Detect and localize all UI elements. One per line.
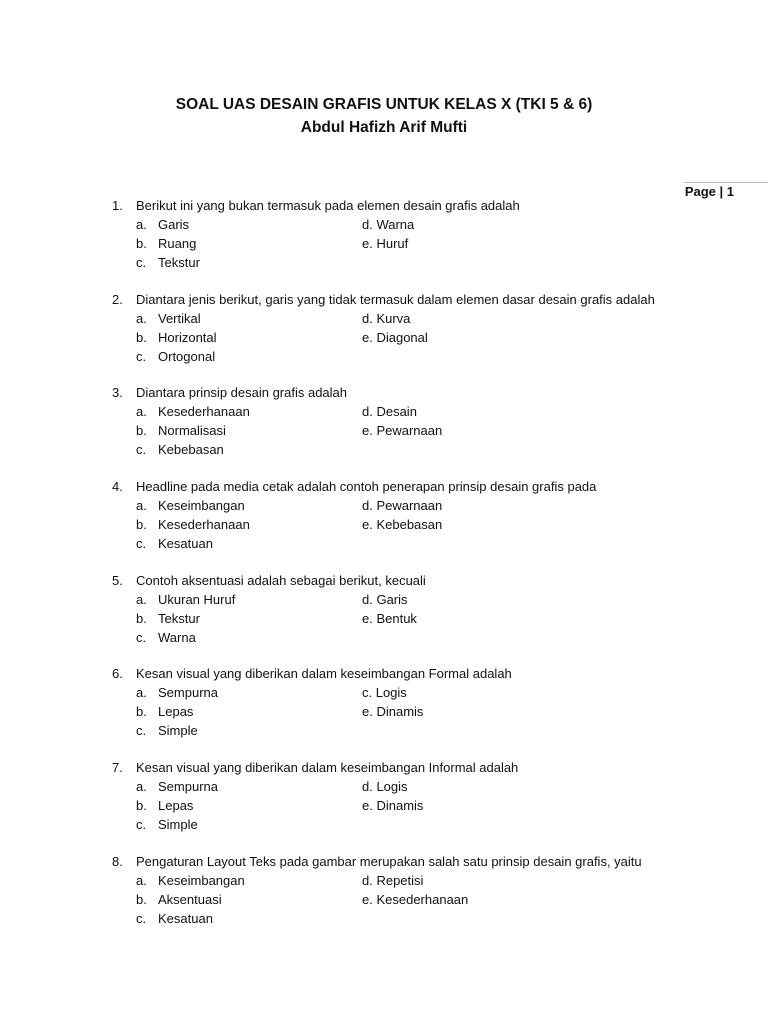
question-item	[112, 664, 752, 740]
question-item	[112, 290, 752, 366]
answer-option	[136, 328, 362, 347]
option-text: Keseimbangan	[158, 872, 245, 888]
empty-option-cell	[362, 347, 582, 366]
option-text: Lepas	[158, 704, 194, 720]
answer-options	[112, 402, 752, 459]
option-text: Ortogonal	[158, 348, 216, 364]
question-item	[112, 571, 752, 647]
option-text: Kesederhanaan	[158, 517, 250, 533]
empty-option-cell	[362, 909, 582, 928]
empty-option-cell	[362, 815, 582, 834]
answer-option: e. Bentuk	[362, 610, 417, 626]
question-item	[112, 852, 752, 928]
question-text: Diantara prinsip desain grafis adalah	[136, 385, 348, 401]
answer-option: e. Dinamis	[362, 704, 424, 720]
answer-option	[136, 702, 362, 721]
option-letter: c.	[136, 817, 147, 833]
option-letter: a.	[136, 310, 147, 326]
option-text: Kebebasan	[158, 442, 224, 458]
question-text: Diantara jenis berikut, garis yang tidak termasuk dalam elemen dasar desain grafis adalah	[136, 291, 655, 307]
option-text: Garis	[158, 217, 190, 232]
option-text: Vertikal	[158, 310, 201, 326]
empty-option-cell	[362, 440, 582, 459]
answer-options	[112, 496, 752, 553]
answer-option	[136, 777, 362, 796]
answer-option	[136, 421, 362, 440]
option-letter: a.	[136, 591, 147, 607]
answer-option	[136, 871, 362, 890]
empty-option-cell	[362, 534, 582, 553]
answer-option: d. Warna	[362, 217, 415, 232]
answer-option: e. Pewarnaan	[362, 423, 443, 439]
option-text: Warna	[158, 629, 196, 645]
question-text: Contoh aksentuasi adalah sebagai berikut, kecuali	[136, 572, 426, 588]
answer-option	[136, 628, 362, 647]
answer-option: d. Kurva	[362, 310, 411, 326]
question-number: 3.	[112, 385, 123, 401]
option-letter: a.	[136, 779, 147, 795]
option-text: Aksentuasi	[158, 891, 222, 907]
question-item	[112, 758, 752, 834]
page-number-label: Page | 1	[684, 184, 734, 199]
document-title: SOAL UAS DESAIN GRAFIS UNTUK KELAS X (TKI 5 & 6)	[175, 96, 593, 113]
option-text: Simple	[158, 723, 198, 739]
option-text: Horizontal	[158, 329, 217, 345]
option-text: Tekstur	[158, 610, 200, 626]
question-text: Kesan visual yang diberikan dalam keseimbangan Formal adalah	[136, 666, 512, 682]
question-stem	[112, 290, 752, 309]
answer-options	[112, 871, 752, 928]
answer-option	[136, 253, 362, 272]
empty-option-cell	[362, 721, 582, 740]
answer-option: e. Diagonal	[362, 329, 428, 345]
option-letter: b.	[136, 329, 147, 345]
question-number: 4.	[112, 479, 123, 495]
answer-option	[136, 440, 362, 459]
option-letter: c.	[136, 255, 147, 270]
question-number: 6.	[112, 666, 123, 682]
option-text: Lepas	[158, 798, 194, 814]
empty-option-cell	[362, 253, 582, 272]
answer-option	[136, 496, 362, 515]
question-stem	[112, 758, 752, 777]
option-text: Sempurna	[158, 779, 218, 795]
option-letter: a.	[136, 498, 147, 514]
question-text: Berikut ini yang bukan termasuk pada elemen desain grafis adalah	[136, 198, 520, 213]
answer-options	[112, 777, 752, 834]
question-item	[112, 196, 752, 272]
question-stem	[112, 196, 752, 215]
answer-option: d. Logis	[362, 779, 408, 795]
question-number: 1.	[112, 198, 123, 213]
option-letter: a.	[136, 872, 147, 888]
option-text: Simple	[158, 817, 198, 833]
option-text: Kesatuan	[158, 536, 213, 552]
author-name: Abdul Hafizh Arif Mufti	[300, 119, 468, 136]
option-letter: c.	[136, 442, 147, 458]
question-stem	[112, 664, 752, 683]
option-text: Kesederhanaan	[158, 404, 250, 420]
answer-options	[112, 683, 752, 740]
answer-option	[136, 402, 362, 421]
option-letter: a.	[136, 685, 147, 701]
answer-option	[136, 890, 362, 909]
answer-options	[112, 215, 752, 272]
document-header	[0, 93, 768, 139]
option-letter: c.	[136, 910, 147, 926]
answer-option	[136, 609, 362, 628]
question-number: 5.	[112, 572, 123, 588]
question-item	[112, 477, 752, 553]
question-number: 8.	[112, 853, 123, 869]
answer-option: e. Dinamis	[362, 798, 424, 814]
answer-option	[136, 683, 362, 702]
question-stem	[112, 571, 752, 590]
option-text: Tekstur	[158, 255, 200, 270]
answer-options	[112, 590, 752, 647]
option-letter: b.	[136, 610, 147, 626]
option-text: Normalisasi	[158, 423, 226, 439]
option-text: Kesatuan	[158, 910, 213, 926]
option-letter: b.	[136, 798, 147, 814]
answer-option: e. Huruf	[362, 236, 409, 251]
option-letter: a.	[136, 404, 147, 420]
answer-option	[136, 215, 362, 234]
question-text: Headline pada media cetak adalah contoh penerapan prinsip desain grafis pada	[136, 479, 597, 495]
answer-option: e. Kebebasan	[362, 517, 443, 533]
answer-option	[136, 721, 362, 740]
answer-option	[136, 347, 362, 366]
option-text: Ruang	[158, 236, 197, 251]
option-letter: c.	[136, 348, 147, 364]
page-number-rule	[684, 182, 768, 183]
option-letter: b.	[136, 704, 147, 720]
question-text: Kesan visual yang diberikan dalam keseimbangan Informal adalah	[136, 760, 519, 776]
empty-option-cell	[362, 628, 582, 647]
answer-option: d. Repetisi	[362, 872, 424, 888]
question-text: Pengaturan Layout Teks pada gambar merupakan salah satu prinsip desain grafis, yaitu	[136, 853, 642, 869]
answer-option	[136, 309, 362, 328]
answer-option: c. Logis	[362, 685, 407, 701]
option-letter: a.	[136, 217, 147, 232]
option-letter: b.	[136, 517, 147, 533]
answer-option: d. Desain	[362, 404, 417, 420]
option-letter: b.	[136, 423, 147, 439]
answer-option	[136, 534, 362, 553]
question-list	[112, 196, 752, 946]
answer-option: e. Kesederhanaan	[362, 891, 469, 907]
question-stem	[112, 852, 752, 871]
option-text: Ukuran Huruf	[158, 591, 236, 607]
option-letter: c.	[136, 723, 147, 739]
question-number: 2.	[112, 291, 123, 307]
answer-option	[136, 796, 362, 815]
answer-option: d. Garis	[362, 591, 408, 607]
option-letter: c.	[136, 629, 147, 645]
answer-options	[112, 309, 752, 366]
option-letter: b.	[136, 891, 147, 907]
question-stem	[112, 383, 752, 402]
option-letter: c.	[136, 536, 147, 552]
answer-option: d. Pewarnaan	[362, 498, 443, 514]
answer-option	[136, 909, 362, 928]
answer-option	[136, 590, 362, 609]
question-stem	[112, 477, 752, 496]
answer-option	[136, 515, 362, 534]
option-letter: b.	[136, 236, 147, 251]
question-number: 7.	[112, 760, 123, 776]
answer-option	[136, 234, 362, 253]
option-text: Sempurna	[158, 685, 218, 701]
answer-option	[136, 815, 362, 834]
question-item	[112, 383, 752, 459]
option-text: Keseimbangan	[158, 498, 245, 514]
